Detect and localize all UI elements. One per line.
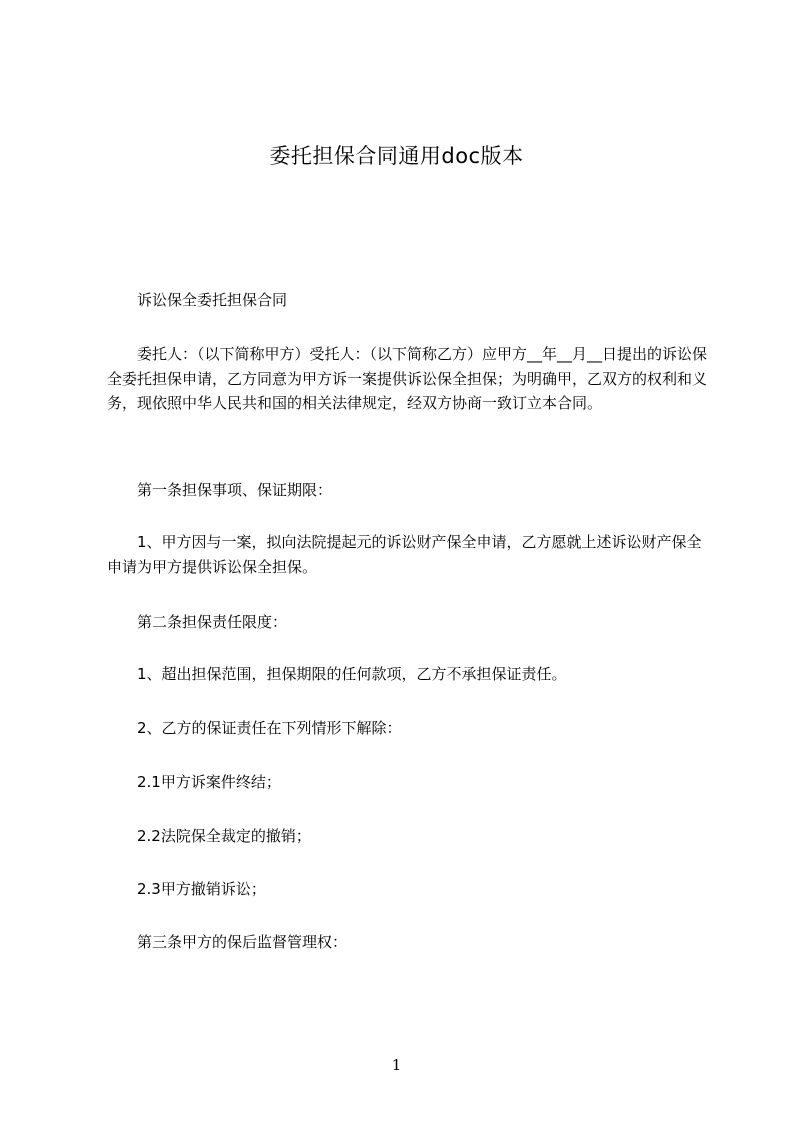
paragraph-item-2-2: 2.2法院保全裁定的撤销； [137, 827, 311, 845]
paragraph-item-2-3: 2.3甲方撤销诉讼； [137, 880, 266, 898]
article-heading-1: 第一条担保事项、保证期限： [137, 481, 333, 499]
article-heading-2: 第二条担保责任限度： [137, 613, 288, 631]
paragraph-item-2-1: 2.1甲方诉案件终结； [137, 773, 281, 791]
paragraph-article-1-item-1: 1、甲方因与一案，拟向法院提起元的诉讼财产保全申请，乙方愿就上述诉讼财产保全申请为甲方提供诉讼保全担保。 [107, 533, 702, 576]
article-heading-3: 第三条甲方的保后监督管理权： [137, 933, 348, 951]
page-number: 1 [391, 1056, 402, 1074]
paragraph-article-2-item-2: 2、乙方的保证责任在下列情形下解除： [137, 719, 402, 737]
section-heading-contract-name: 诉讼保全委托担保合同 [137, 291, 288, 309]
document-title: 委托担保合同通用doc版本 [269, 144, 524, 168]
paragraph-preamble: 委托人：（以下简称甲方）受托人：（以下简称乙方）应甲方__年__月__日提出的诉讼保全委托担保申请，乙方同意为甲方诉一案提供诉讼保全担保；为明确甲，乙双方的权利和义务，现依照中华人民共和国的相关法律规定，经双方协商一致订立本合同。 [107, 345, 708, 412]
paragraph-article-2-item-1: 1、超出担保范围，担保期限的任何款项，乙方不承担保证责任。 [137, 665, 567, 683]
